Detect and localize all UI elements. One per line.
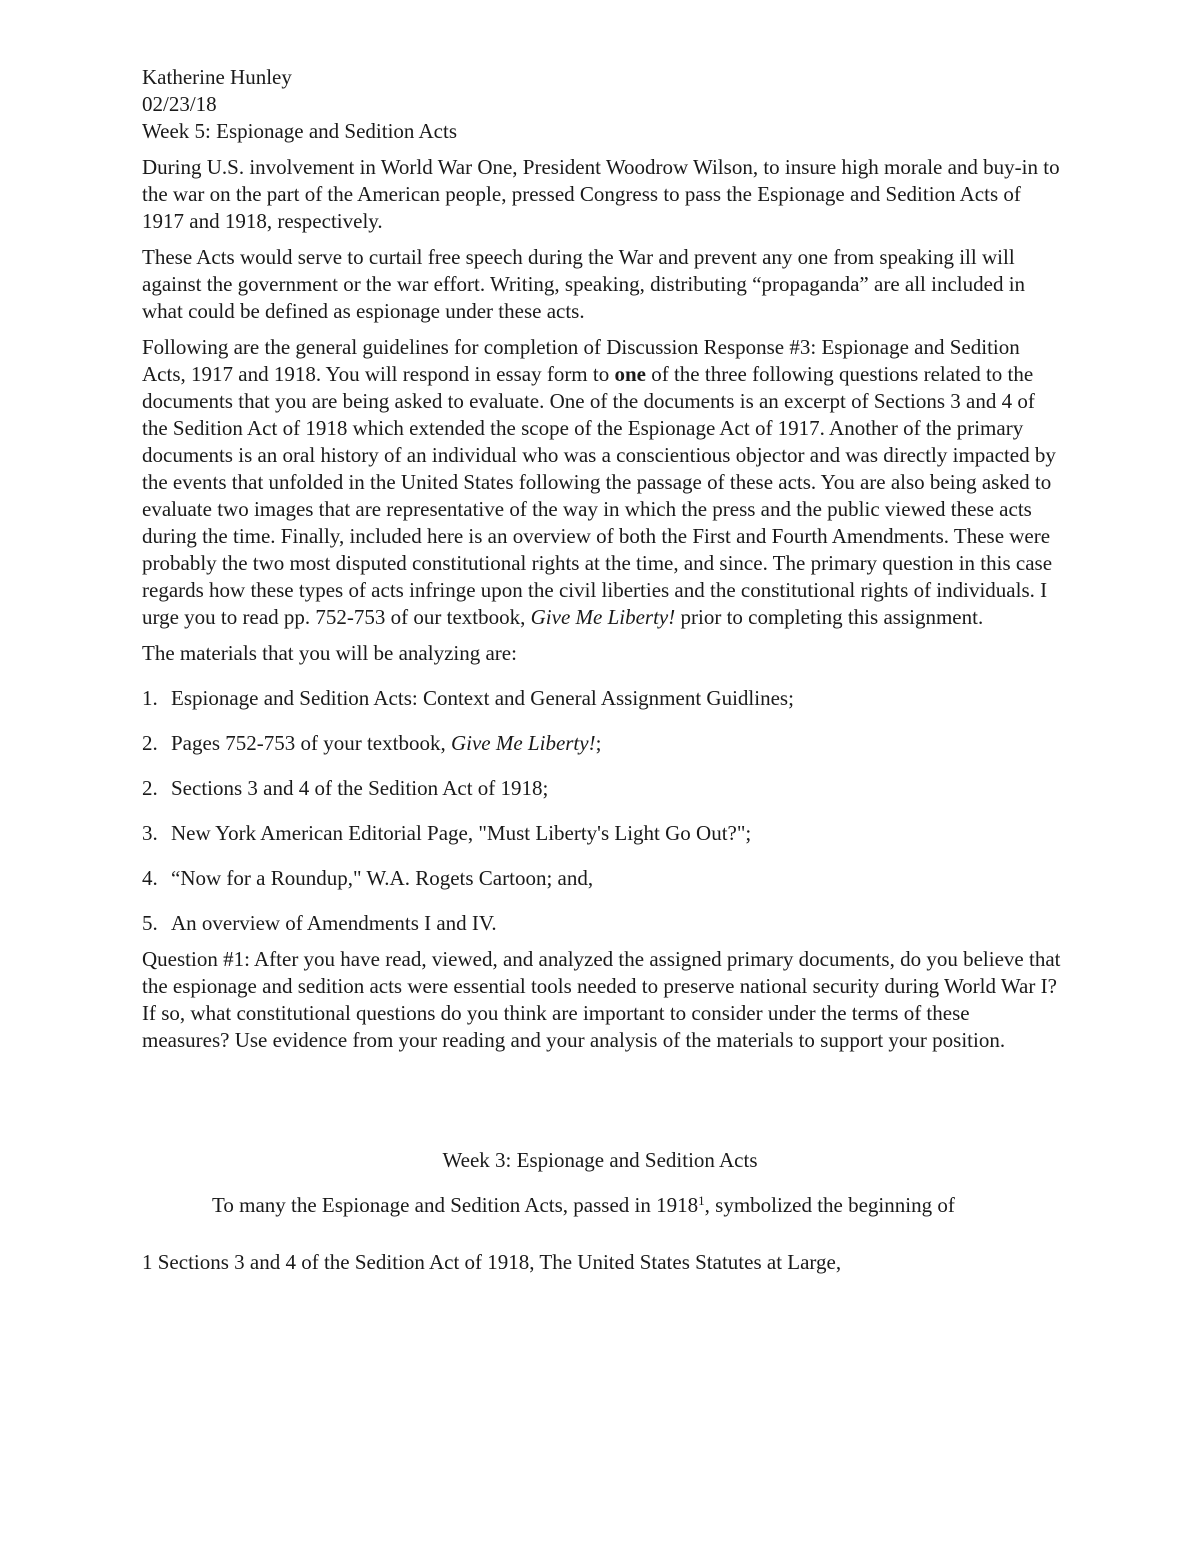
list-item: [142, 820, 1062, 847]
document-page: [142, 64, 1062, 1276]
intro-paragraph-1: During U.S. involvement in World War One, President Woodrow Wilson, to insure high morale and buy-in to the war on the part of the American people, pressed Congress to pass the Espionage and Sedition Acts of 1917 and 1918, respectively.: [142, 155, 1060, 233]
textbook-title: Give Me Liberty!: [450, 731, 596, 755]
list-number: 3.: [142, 821, 158, 845]
essay-opening-text: To many the Espionage and Sedition Acts, passed in 1918: [212, 1193, 699, 1217]
list-item: [142, 865, 1062, 892]
textbook-title: Give Me Liberty!: [530, 605, 676, 629]
intro-paragraph-2: These Acts would serve to curtail free speech during the War and prevent any one from speaking ill will against the government or the war effort. Writing, speaking, distributing “propaganda” are all included in what could be defined as espionage under these acts.: [142, 245, 1026, 323]
guidelines-text-middle: of the three following questions related to the documents that you are being asked to evaluate. One of the documents is an excerpt of Sections 3 and 4 of the Sedition Act of 1918 which extended the scope of the Espionage Act of 1917. Another of the primary documents is an oral history of an individual who was a conscientious objector and was directly impacted by the events that unfolded in the United States following the passage of these acts. You are also being asked to evaluate two images that are representative of the way in which the press and the public viewed these acts during the time. Finally, included here is an overview of both the First and Fourth Amendments. These were probably the two most disputed constitutional rights at the time, and since. The primary question in this case regards how these types of acts infringe upon the civil liberties and the constitutional rights of individuals. I urge you to read pp. 752-753 of our textbook,: [142, 362, 1056, 629]
essay-opening-text-end: , symbolized the beginning of: [704, 1193, 955, 1217]
list-number: 2.: [142, 731, 158, 755]
materials-intro: The materials that you will be analyzing are:: [142, 641, 517, 665]
list-text: Pages 752-753 of your textbook,: [171, 731, 451, 755]
list-item: [142, 910, 1062, 937]
essay-opening: [142, 1192, 1062, 1219]
footnote-reference[interactable]: 1: [698, 1193, 705, 1208]
emphasis-one: one: [614, 362, 646, 386]
list-text: Espionage and Sedition Acts: Context and General Assignment Guidlines;: [171, 686, 794, 710]
document-date: 02/23/18: [142, 92, 217, 116]
list-number: 4.: [142, 866, 158, 890]
question-1: Question #1: After you have read, viewed, and analyzed the assigned primary documents, do you believe that the espionage and sedition acts were essential tools needed to preserve national security during World War I? If so, what constitutional questions do you think are important to consider under the terms of these measures? Use evidence from your reading and your analysis of the materials to support your position.: [142, 947, 1061, 1052]
document-title: Week 5: Espionage and Sedition Acts: [142, 119, 457, 143]
essay-title: Week 3: Espionage and Sedition Acts: [442, 1148, 758, 1172]
list-number: 2.: [142, 776, 158, 800]
list-number: 5.: [142, 911, 158, 935]
list-text-end: ;: [595, 731, 602, 755]
materials-list: [142, 685, 1062, 937]
list-item: [142, 730, 1062, 757]
footnote: 1 Sections 3 and 4 of the Sedition Act of 1918, The United States Statutes at Large,: [142, 1250, 842, 1274]
list-text: “Now for a Roundup," W.A. Rogets Cartoon; and,: [171, 866, 594, 890]
list-text: An overview of Amendments I and IV.: [171, 911, 497, 935]
author-name: Katherine Hunley: [142, 65, 292, 89]
guidelines-text-start: Following are the general guidelines for completion of Discussion Response #3: Espionage and Sedition Acts, 1917 and 1918. You will respond in essay form to: [142, 335, 1020, 386]
guidelines-text-end: prior to completing this assignment.: [675, 605, 984, 629]
guidelines-paragraph: [142, 334, 1062, 631]
list-text: Sections 3 and 4 of the Sedition Act of 1918;: [171, 776, 549, 800]
list-number: 1.: [142, 686, 158, 710]
list-text: New York American Editorial Page, "Must Liberty's Light Go Out?";: [171, 821, 752, 845]
list-item: [142, 775, 1062, 802]
list-item: [142, 685, 1062, 712]
